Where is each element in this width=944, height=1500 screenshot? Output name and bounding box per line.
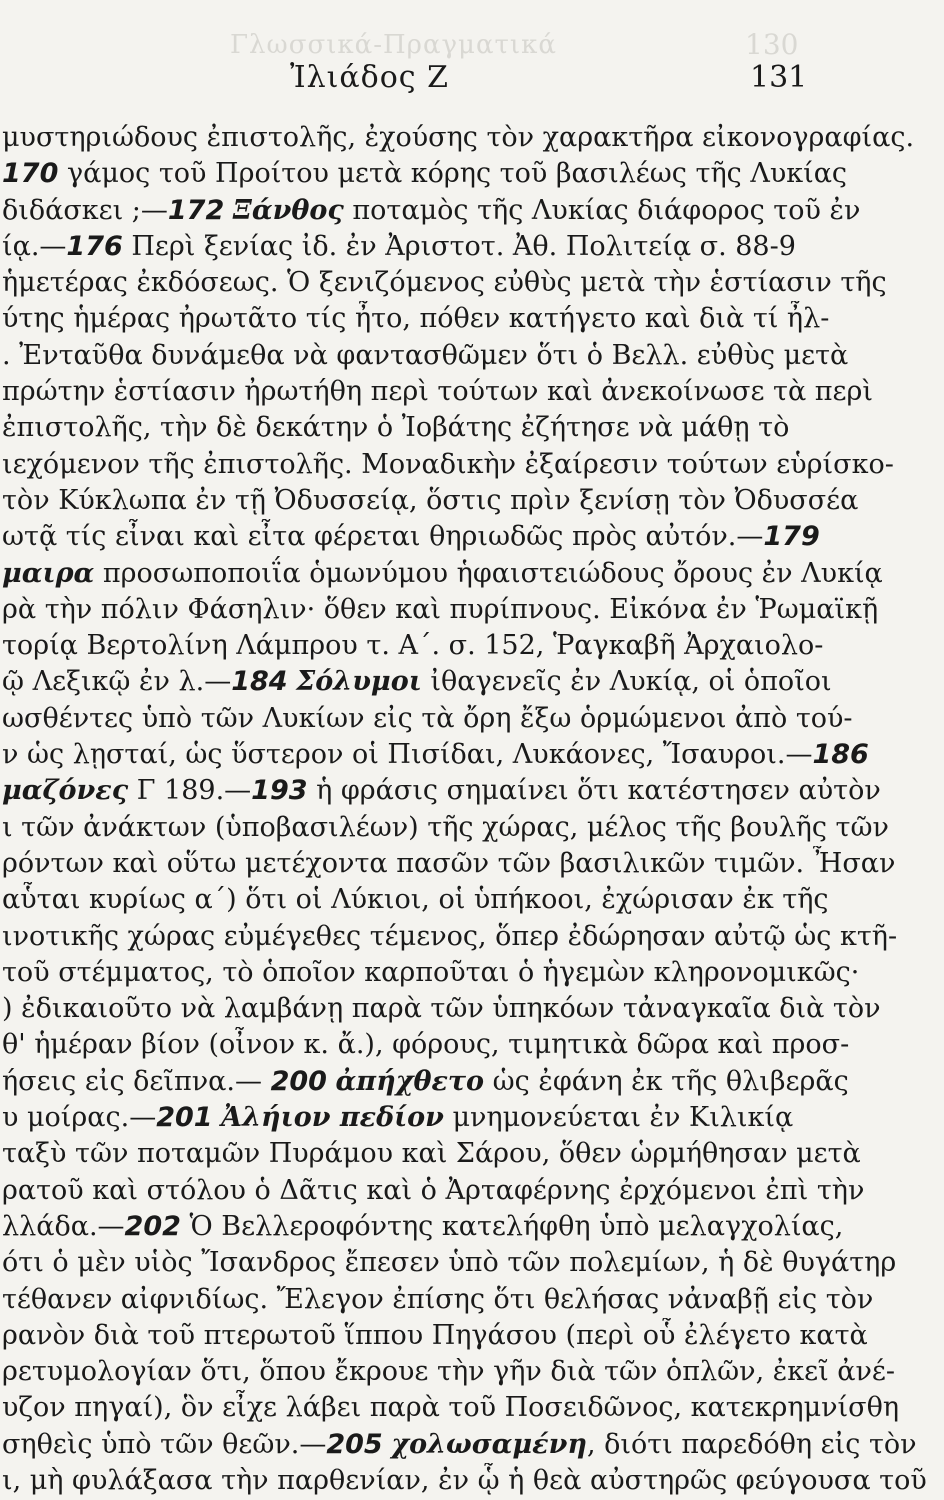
text-segment: μυστηριώδους ἐπιστολῆς, ἐχούσης τὸν χαρακτῆρα εἰκονογραφίας.	[2, 122, 915, 153]
text-line	[0, 1173, 936, 1209]
verse-number: 179	[763, 521, 820, 553]
running-header	[0, 60, 944, 100]
text-line	[0, 1354, 936, 1390]
text-line	[0, 592, 936, 628]
text-line	[0, 1136, 936, 1172]
text-segment: ρὰ τὴν πόλιν Φάσηλιν· ὅθεν καὶ πυρίπνους. Εἰκόνα ἐν Ῥωμαϊκῇ	[2, 593, 879, 625]
text-segment: ι τῶν ἀνάκτων (ὑποβασιλέων) τῆς χώρας, μέλος τῆς βουλῆς τῶν	[2, 811, 889, 843]
text-segment: λλάδα.—	[2, 1210, 125, 1242]
text-line	[0, 1463, 936, 1499]
lemma-keyword: μαιρα	[2, 557, 95, 589]
text-line	[0, 955, 936, 991]
text-line	[0, 1100, 936, 1136]
text-line	[0, 193, 936, 229]
text-segment: ινοτικῆς χώρας εὐμέγεθες τέμενος, ὅπερ ἐδώρησαν αὐτῷ ὡς κτῆ-	[2, 920, 898, 952]
text-segment: προσωποποιΐα ὁμωνύμου ἡφαιστειώδους ὄρους ἐν Λυκίᾳ	[94, 557, 883, 589]
text-line	[0, 1427, 936, 1463]
text-segment: ήσεις εἰς δεῖπνα.—	[2, 1065, 271, 1097]
text-segment: ὡς ἐφάνη ἐκ τῆς θλιβερᾶς	[484, 1065, 849, 1097]
show-through-header-title: Γλωσσικά-Πραγματικά	[230, 30, 557, 60]
text-segment: ἡμετέρας ἐκδόσεως. Ὁ ξενιζόμενος εὐθὺς μετὰ τὴν ἑστίασιν τῆς	[2, 267, 887, 299]
text-line	[0, 919, 936, 955]
text-segment: τὸν Κύκλωπα ἐν τῇ Ὀδυσσείᾳ, ὅστις πρὶν ξενίσῃ τὸν Ὀδυσσέα	[2, 484, 859, 516]
text-segment: τοῦ στέμματος, τὸ ὁποῖον καρποῦται ὁ ἡγεμὼν κληρονομικῶς·	[2, 956, 860, 988]
text-line	[0, 265, 936, 301]
text-segment: ι, μὴ φυλάξασα τὴν παρθενίαν, ἐν ᾧ ἡ θεὰ αὐστηρῶς φεύγουσα τοῦ	[2, 1464, 927, 1496]
text-line	[0, 410, 936, 446]
text-segment: θ' ἡμέραν βίον (οἶνον κ. ἄ.), φόρους, τιμητικὰ δῶρα καὶ προσ-	[2, 1029, 850, 1061]
text-segment: αὗται κυρίως α΄) ὅτι οἱ Λύκιοι, οἱ ὑπήκοοι, ἐχώρισαν ἐκ τῆς	[2, 884, 829, 916]
verse-number: 176	[66, 230, 123, 262]
text-segment	[327, 1066, 336, 1097]
text-segment: Γ 189.—	[128, 775, 252, 807]
text-segment: τορίᾳ Βερτολίνη Λάμπρου τ. Α΄. σ. 152, Ῥαγκαβῆ Ἀρχαιολο-	[2, 630, 824, 662]
text-segment: ) ἐδικαιοῦτο νὰ λαμβάνῃ παρὰ τῶν ὑπηκόων τἀναγκαῖα διὰ τὸν	[2, 993, 881, 1025]
text-line	[0, 483, 936, 519]
text-line	[0, 810, 936, 846]
text-segment: ρανὸν διὰ τοῦ πτερωτοῦ ἵππου Πηγάσου (περὶ οὗ ἐλέγετο κατὰ	[2, 1319, 868, 1351]
text-segment: ῷ Λεξικῷ ἐν λ.—	[2, 666, 232, 698]
text-segment: διδάσκει ;—	[2, 194, 168, 226]
text-segment: Ὁ Βελλεροφόντης κατελήφθη ὑπὸ μελαγχολίας,	[180, 1210, 844, 1242]
text-line	[0, 628, 936, 664]
text-line	[0, 338, 936, 374]
text-segment: ότι ὁ μὲν υἱὸς Ἴσανδρος ἔπεσεν ὑπὸ τῶν πολεμίων, ἡ δὲ θυγάτηρ	[2, 1247, 897, 1279]
text-segment: ἰθαγενεῖς ἐν Λυκίᾳ, οἱ ὁποῖοι	[421, 666, 832, 698]
text-line	[0, 846, 936, 882]
text-line	[0, 701, 936, 737]
text-line	[0, 229, 936, 265]
text-line	[0, 882, 936, 918]
text-segment: ιεχόμενον τῆς ἐπιστολῆς. Μοναδικὴν ἐξαίρεσιν τούτων εὑρίσκο-	[2, 448, 894, 480]
text-line	[0, 1245, 936, 1281]
verse-number: 202	[124, 1210, 181, 1242]
text-line	[0, 773, 936, 809]
header-title: Ἰλιάδος Ζ	[290, 60, 449, 95]
text-segment: , διότι παρεδόθη εἰς τὸν	[586, 1428, 917, 1460]
text-segment: ρετυμολογίαν ὅτι, ὅπου ἔκρουε τὴν γῆν διὰ τῶν ὁπλῶν, ἐκεῖ ἀνέ-	[2, 1356, 896, 1388]
text-segment: ἡ φράσις σημαίνει ὅτι κατέστησεν αὐτὸν	[307, 775, 881, 807]
text-segment: ποταμὸς τῆς Λυκίας διάφορος τοῦ ἐν	[343, 194, 861, 226]
text-line	[0, 301, 936, 337]
text-line	[0, 1027, 936, 1063]
text-segment: ν ὡς λῃσταί, ὡς ὕστερον οἱ Πισίδαι, Λυκάονες, Ἴσαυροι.—	[2, 739, 813, 771]
verse-number: 200	[270, 1065, 327, 1097]
text-line	[0, 1282, 936, 1318]
lemma-keyword: μαζόνες	[2, 775, 129, 807]
verse-number: 201	[156, 1102, 213, 1134]
text-segment	[224, 195, 233, 226]
commentary-text	[0, 120, 936, 1499]
text-line	[0, 120, 936, 156]
text-segment: . Ἐνταῦθα δυνάμεθα νὰ φαντασθῶμεν ὅτι ὁ Βελλ. εὐθὺς μετὰ	[2, 339, 849, 371]
lemma-keyword: Ξάνθος	[232, 194, 344, 226]
verse-number: 205	[326, 1428, 383, 1460]
text-line	[0, 664, 936, 700]
text-line	[0, 1318, 936, 1354]
lemma-keyword: Σόλυμοι	[296, 666, 422, 698]
text-line	[0, 447, 936, 483]
text-segment: γάμος τοῦ Προίτου μετὰ κόρης τοῦ βασιλέως τῆς Λυκίας	[58, 158, 848, 190]
text-line	[0, 737, 936, 773]
text-segment: ἐπιστολῆς, τὴν δὲ δεκάτην ὁ Ἰοβάτης ἐζήτησε νὰ μάθῃ τὸ	[2, 412, 790, 444]
verse-number: 184	[231, 666, 288, 698]
text-line	[0, 556, 936, 592]
verse-number: 172	[167, 194, 225, 226]
text-segment: ρόντων καὶ οὕτω μετέχοντα πασῶν τῶν βασιλικῶν τιμῶν. Ἦσαν	[2, 847, 896, 879]
text-line	[0, 1209, 936, 1245]
text-line	[0, 1064, 936, 1100]
text-segment	[213, 1102, 222, 1133]
show-through-page-number: 130	[745, 28, 799, 61]
text-segment: μνημονεύεται ἐν Κιλικίᾳ	[443, 1102, 794, 1134]
verse-number: 170	[2, 158, 59, 190]
page-number: 131	[750, 60, 808, 95]
text-line	[0, 156, 936, 192]
verse-number: 186	[812, 739, 869, 771]
text-line	[0, 991, 936, 1027]
text-segment: Περὶ ξενίας ἰδ. ἐν Ἀριστοτ. Ἀθ. Πολιτείᾳ σ. 88-9	[122, 230, 796, 262]
text-segment: ωτᾷ τίς εἶναι καὶ εἶτα φέρεται θηριωδῶς πρὸς αὐτόν.—	[2, 521, 764, 553]
lemma-keyword: ἀπήχθετο	[335, 1065, 485, 1097]
text-segment: πρώτην ἑστίασιν ἠρωτήθη περὶ τούτων καὶ ἀνεκοίνωσε τὰ περὶ	[2, 376, 873, 408]
text-segment: ίᾳ.—	[2, 230, 67, 262]
text-segment: ταξὺ τῶν ποταμῶν Πυράμου καὶ Σάρου, ὅθεν ὡρμήθησαν μετὰ	[2, 1138, 861, 1170]
verse-number: 193	[251, 775, 308, 807]
lemma-keyword: Ἀλήιον πεδίον	[221, 1102, 444, 1134]
text-segment: υζον πηγαί), ὃν εἶχε λάβει παρὰ τοῦ Ποσειδῶνος, κατεκρημνίσθη	[2, 1392, 899, 1424]
text-line	[0, 374, 936, 410]
text-line	[0, 519, 936, 555]
text-segment	[288, 666, 297, 697]
text-segment: ύτης ἡμέρας ἠρωτᾶτο τίς ἦτο, πόθεν κατήγετο καὶ διὰ τί ἦλ-	[2, 303, 830, 335]
text-segment: τέθανεν αἰφνιδίως. Ἔλεγον ἐπίσης ὅτι θελήσας νἀναβῇ εἰς τὸν	[2, 1283, 874, 1315]
text-segment: ωσθέντες ὑπὸ τῶν Λυκίων εἰς τὰ ὄρη ἔξω ὁρμώμενοι ἀπὸ τού-	[2, 702, 853, 734]
lemma-keyword: χολωσαμένη	[391, 1428, 587, 1460]
text-segment: υ μοίρας.—	[2, 1102, 157, 1134]
text-line	[0, 1390, 936, 1426]
text-segment: σηθεὶς ὑπὸ τῶν θεῶν.—	[2, 1428, 327, 1460]
text-segment: ρατοῦ καὶ στόλου ὁ Δᾶτις καὶ ὁ Ἀρταφέρνης ἐρχόμενοι ἐπὶ τὴν	[2, 1174, 865, 1206]
